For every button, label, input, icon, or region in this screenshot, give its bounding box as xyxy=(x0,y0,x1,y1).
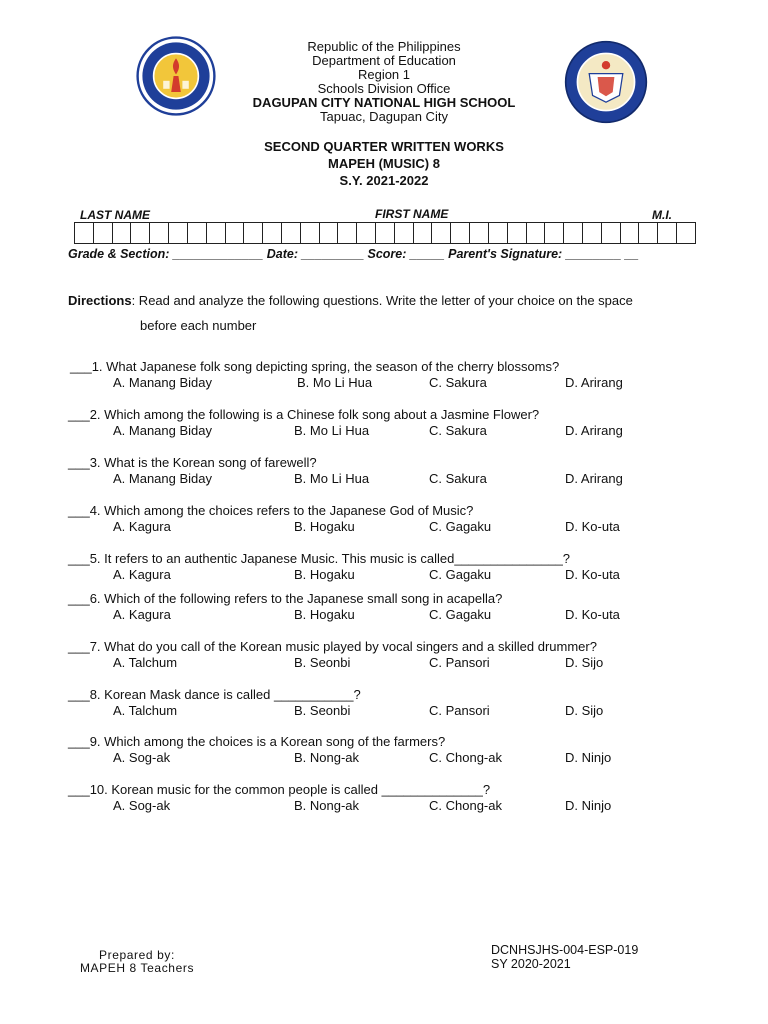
name-letter-cell[interactable] xyxy=(639,223,658,243)
question-9-option-d: D. Ninjo xyxy=(565,750,612,765)
last-name-label: LAST NAME xyxy=(80,208,150,222)
question-8-option-b: B. Seonbi xyxy=(294,703,351,718)
question-4: ___4. Which among the choices refers to the Japanese God of Music? xyxy=(68,503,474,518)
name-letter-cell[interactable] xyxy=(489,223,508,243)
question-10: ___10. Korean music for the common people is called ______________? xyxy=(68,782,491,797)
first-name-label: FIRST NAME xyxy=(375,207,449,221)
student-info-line: Grade & Section: _____________ Date: _________ Score: _____ Parent's Signature: ________ __ xyxy=(68,247,639,261)
name-letter-cell[interactable] xyxy=(621,223,640,243)
name-letter-cell[interactable] xyxy=(432,223,451,243)
question-6-option-c: C. Gagaku xyxy=(429,607,492,622)
question-1: ___1. What Japanese folk song depicting spring, the season of the cherry blossoms? xyxy=(70,359,560,374)
directions xyxy=(68,293,633,308)
title-line-1: SECOND QUARTER WRITTEN WORKS xyxy=(264,139,504,154)
prepared-by-teachers: MAPEH 8 Teachers xyxy=(79,961,195,975)
question-4-option-a: A. Kagura xyxy=(113,519,171,534)
question-3-option-b: B. Mo Li Hua xyxy=(294,471,370,486)
question-6-option-b: B. Hogaku xyxy=(294,607,355,622)
document-code xyxy=(491,943,638,971)
name-letter-cell[interactable] xyxy=(508,223,527,243)
question-8-option-d: D. Sijo xyxy=(565,703,604,718)
name-letter-cell[interactable] xyxy=(357,223,376,243)
title-line-3: S.Y. 2021-2022 xyxy=(339,173,429,188)
question-4-option-d: D. Ko-uta xyxy=(565,519,620,534)
question-9: ___9. Which among the choices is a Korean song of the farmers? xyxy=(68,734,446,749)
question-9-option-c: C. Chong-ak xyxy=(429,750,502,765)
header-department: Department of Education xyxy=(312,53,456,68)
name-letter-cell[interactable] xyxy=(263,223,282,243)
question-3-option-d: D. Arirang xyxy=(565,471,623,486)
name-letter-cell[interactable] xyxy=(150,223,169,243)
name-letter-cell[interactable] xyxy=(677,223,695,243)
name-letter-cell[interactable] xyxy=(376,223,395,243)
question-10-option-c: C. Chong-ak xyxy=(429,798,502,813)
question-6-option-d: D. Ko-uta xyxy=(565,607,620,622)
question-3: ___3. What is the Korean song of farewell? xyxy=(68,455,317,470)
question-1-option-d: D. Arirang xyxy=(565,375,623,390)
name-letter-cell[interactable] xyxy=(113,223,132,243)
question-7: ___7. What do you call of the Korean music played by vocal singers and a skilled drummer? xyxy=(68,639,597,654)
mi-label: M.I. xyxy=(652,208,672,222)
question-1-option-c: C. Sakura xyxy=(429,375,487,390)
question-10-option-d: D. Ninjo xyxy=(565,798,612,813)
prepared-by xyxy=(77,949,197,975)
question-1-option-a: A. Manang Biday xyxy=(113,375,213,390)
question-5: ___5. It refers to an authentic Japanese Music. This music is called_______________? xyxy=(68,551,571,566)
question-3-option-c: C. Sakura xyxy=(429,471,487,486)
name-letter-cell[interactable] xyxy=(94,223,113,243)
directions-text-2: before each number xyxy=(140,318,257,333)
name-letter-cell[interactable] xyxy=(527,223,546,243)
name-letter-cell[interactable] xyxy=(188,223,207,243)
exam-title xyxy=(0,138,768,189)
question-9-option-b: B. Nong-ak xyxy=(294,750,360,765)
name-letter-cell[interactable] xyxy=(282,223,301,243)
question-4-option-c: C. Gagaku xyxy=(429,519,492,534)
header-region: Region 1 xyxy=(357,67,411,82)
prepared-by-label: Prepared by: xyxy=(99,948,175,962)
name-letter-cell[interactable] xyxy=(169,223,188,243)
question-2-option-c: C. Sakura xyxy=(429,423,487,438)
question-2-option-d: D. Arirang xyxy=(565,423,623,438)
question-7-option-d: D. Sijo xyxy=(565,655,604,670)
question-2-option-b: B. Mo Li Hua xyxy=(294,423,370,438)
question-7-option-a: A. Talchum xyxy=(113,655,178,670)
name-letter-cell[interactable] xyxy=(470,223,489,243)
question-5-option-b: B. Hogaku xyxy=(294,567,355,582)
header-republic: Republic of the Philippines xyxy=(307,39,461,54)
name-letter-cell[interactable] xyxy=(207,223,226,243)
directions-label: Directions xyxy=(68,293,132,308)
name-letter-cell[interactable] xyxy=(226,223,245,243)
name-letter-cell[interactable] xyxy=(338,223,357,243)
document-code-sy: SY 2020-2021 xyxy=(491,957,571,971)
name-letter-grid[interactable] xyxy=(74,222,696,244)
question-8: ___8. Korean Mask dance is called ___________? xyxy=(68,687,361,702)
question-7-option-b: B. Seonbi xyxy=(294,655,351,670)
header-school: DAGUPAN CITY NATIONAL HIGH SCHOOL xyxy=(252,95,516,110)
document-code-id: DCNHSJHS-004-ESP-019 xyxy=(491,943,639,957)
name-letter-cell[interactable] xyxy=(545,223,564,243)
question-10-option-b: B. Nong-ak xyxy=(294,798,360,813)
header-division: Schools Division Office xyxy=(317,81,451,96)
name-letter-cell[interactable] xyxy=(564,223,583,243)
name-letter-cell[interactable] xyxy=(75,223,94,243)
question-8-option-a: A. Talchum xyxy=(113,703,178,718)
question-3-option-a: A. Manang Biday xyxy=(113,471,213,486)
question-5-option-a: A. Kagura xyxy=(113,567,171,582)
question-8-option-c: C. Pansori xyxy=(429,703,490,718)
question-5-option-c: C. Gagaku xyxy=(429,567,492,582)
name-letter-cell[interactable] xyxy=(583,223,602,243)
name-letter-cell[interactable] xyxy=(658,223,677,243)
name-letter-cell[interactable] xyxy=(301,223,320,243)
question-6: ___6. Which of the following refers to the Japanese small song in acapella? xyxy=(68,591,503,606)
header-address: Tapuac, Dagupan City xyxy=(320,109,448,124)
question-7-option-c: C. Pansori xyxy=(429,655,490,670)
directions-text-1: : Read and analyze the following questions. Write the letter of your choice on the space xyxy=(131,293,633,308)
question-10-option-a: A. Sog-ak xyxy=(113,798,171,813)
name-letter-cell[interactable] xyxy=(244,223,263,243)
name-letter-cell[interactable] xyxy=(320,223,339,243)
question-5-option-d: D. Ko-uta xyxy=(565,567,620,582)
question-2: ___2. Which among the following is a Chinese folk song about a Jasmine Flower? xyxy=(68,407,540,422)
question-9-option-a: A. Sog-ak xyxy=(113,750,171,765)
question-1-option-b: B. Mo Li Hua xyxy=(297,375,373,390)
title-line-2: MAPEH (MUSIC) 8 xyxy=(328,156,440,171)
name-letter-cell[interactable] xyxy=(131,223,150,243)
question-6-option-a: A. Kagura xyxy=(113,607,171,622)
question-4-option-b: B. Hogaku xyxy=(294,519,355,534)
name-letter-cell[interactable] xyxy=(414,223,433,243)
header-block xyxy=(0,40,768,124)
name-letter-cell[interactable] xyxy=(451,223,470,243)
name-letter-cell[interactable] xyxy=(602,223,621,243)
name-letter-cell[interactable] xyxy=(395,223,414,243)
question-2-option-a: A. Manang Biday xyxy=(113,423,213,438)
